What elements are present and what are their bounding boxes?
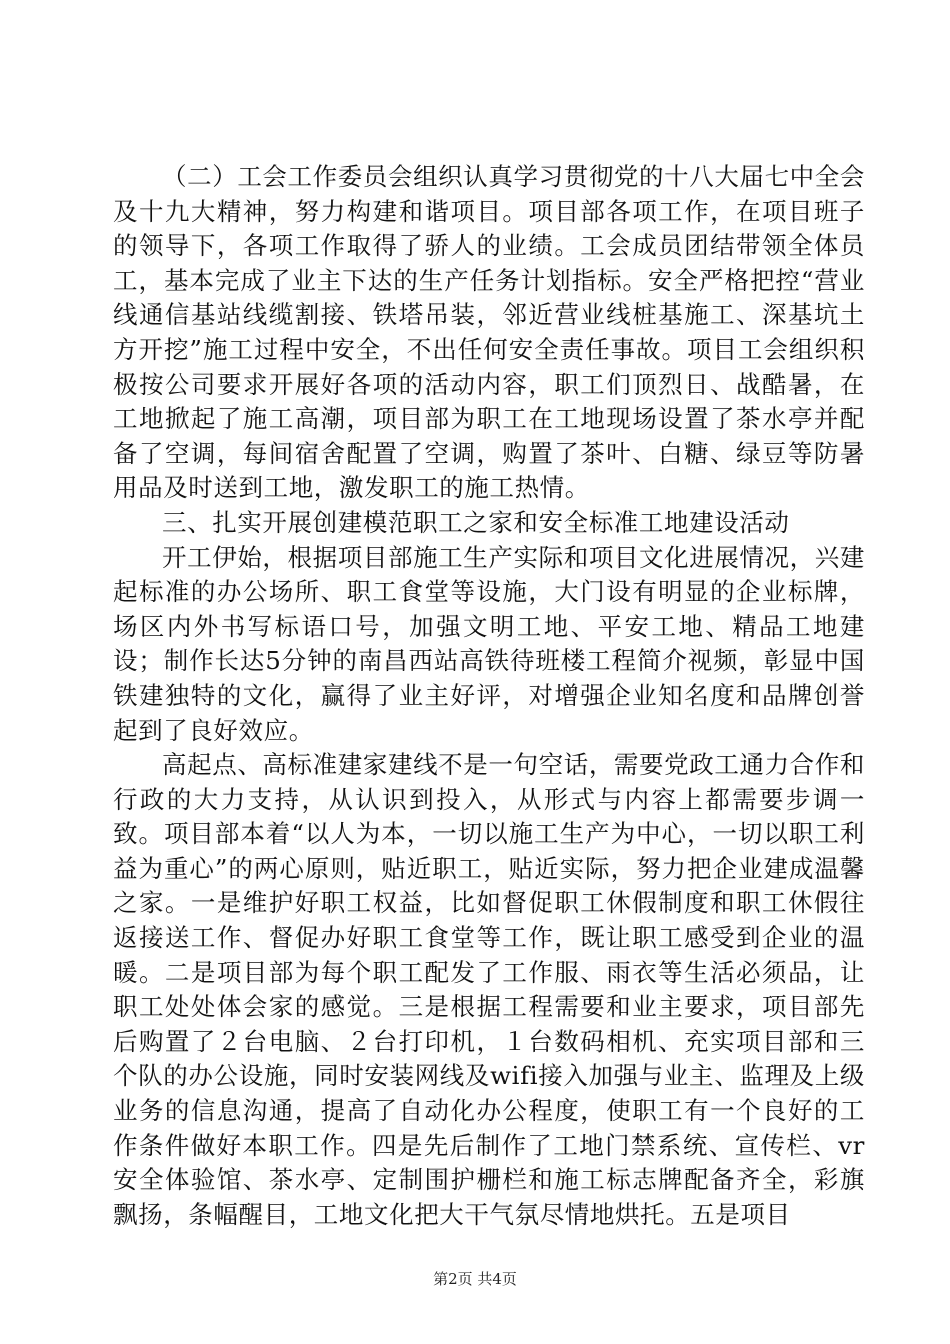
paragraph-high-standard: 高起点、高标准建家建线不是一句空话，需要党政工通力合作和行政的大力支持，从认识到投入，从形式与内容上都需要步调一致。项目部本着“以人为本，一切以施工生产为中心，一切以职工利益为重心”的两心原则，贴近职工，贴近实际，努力把企业建成温馨之家。一是维护好职工权益，比如督促职工休假制度和职工休假往返接送工作、督促办好职工食堂等工作，既让职工感受到企业的温暖。二是项目部为每个职工配发了工作服、雨衣等生活必须品，让职工处处体会家的感觉。三是根据工程需要和业主要求，项目部先后购置了２台电脑、２台打印机，１台数码相机、充实项目部和三个队的办公设施，同时安装网线及wifi接入加强与业主、监理及上级业务的信息沟通，提高了自动化办公程度，使职工有一个良好的工作条件做好本职工作。四是先后制作了工地门禁系统、宣传栏、vr安全体验馆、茶水亭、定制围护栅栏和施工标志牌配备齐全，彩旗飘扬，条幅醒目，工地文化把大干气氛尽情地烘托。五是项目 (113, 750, 865, 1229)
document-body (113, 160, 865, 1232)
section-heading-three: 三、扎实开展创建模范职工之家和安全标准工地建设活动 (162, 507, 790, 537)
paragraph-project-start: 开工伊始，根据项目部施工生产实际和项目文化进展情况，兴建起标准的办公场所、职工食堂等设施，大门设有明显的企业标牌，场区内外书写标语口号，加强文明工地、平安工地、精品工地建设；制作长达5分钟的南昌西站高铁待班楼工程简介视频，彰显中国铁建独特的文化，赢得了业主好评，对增强企业知名度和品牌创誉起到了良好效应。 (113, 542, 865, 745)
page-number-footer: 第2页 共4页 (433, 1270, 517, 1288)
paragraph-union-committee: （二）工会工作委员会组织认真学习贯彻党的十八大届七中全会及十九大精神，努力构建和谐项目。项目部各项工作，在项目班子的领导下，各项工作取得了骄人的业绩。工会成员团结带领全体员工，基本完成了业主下达的生产任务计划指标。安全严格把控“营业线通信基站线缆割接、铁塔吊装，邻近营业线桩基施工、深基坑土方开挖”施工过程中安全，不出任何安全责任事故。项目工会组织积极按公司要求开展好各项的活动内容，职工们顶烈日、战酷暑，在工地掀起了施工高潮，项目部为职工在工地现场设置了茶水亭并配备了空调，每间宿舍配置了空调，购置了茶叶、白糖、绿豆等防暑用品及时送到工地，激发职工的施工热情。 (113, 162, 865, 503)
